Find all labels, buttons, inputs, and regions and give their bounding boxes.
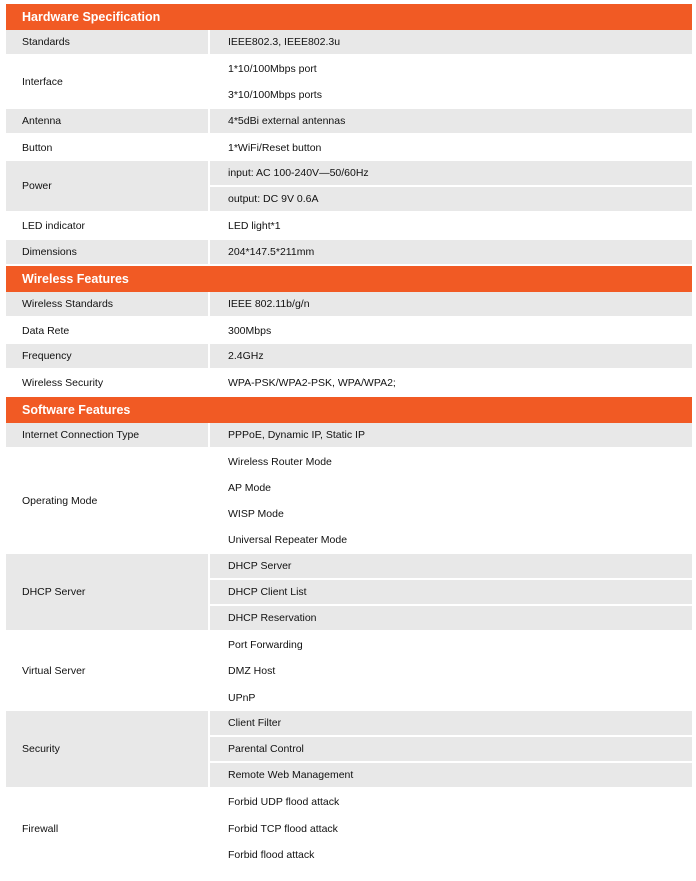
spec-row-interface [6,56,692,108]
spec-value: input: AC 100-240V—50/60Hz [210,161,692,185]
spec-label: Wireless Security [22,377,104,390]
spec-value: WPA-PSK/WPA2-PSK, WPA/WPA2; [228,377,396,390]
spec-value: 2.4GHz [210,344,692,368]
spec-value: Port Forwarding [228,639,303,652]
spec-value: IEEE802.3, IEEE802.3u [210,30,692,54]
spec-value: DHCP Reservation [210,606,692,630]
spec-value: Forbid UDP flood attack [228,796,340,809]
spec-label: Power [6,161,208,211]
spec-value: DMZ Host [228,665,276,678]
spec-value: 1*WiFi/Reset button [228,141,322,154]
spec-value: IEEE 802.11b/g/n [210,292,692,316]
spec-row-power [6,161,692,213]
spec-row-wireless-standards [6,292,692,318]
spec-value: output: DC 9V 0.6A [210,187,692,211]
spec-value: 3*10/100Mbps ports [228,89,322,102]
spec-value: 300Mbps [228,325,272,338]
spec-row-internet-connection-type [6,423,692,449]
spec-label: Security [6,711,208,788]
spec-value: 4*5dBi external antennas [210,109,692,133]
spec-label: Virtual Server [22,665,86,678]
spec-label: Interface [22,76,63,89]
spec-label: Standards [6,30,208,54]
spec-label: Wireless Standards [6,292,208,316]
spec-value: Parental Control [210,737,692,761]
spec-value: WISP Mode [228,508,284,521]
spec-row-operating-mode [6,449,692,554]
spec-row-frequency [6,344,692,370]
spec-label: Antenna [6,109,208,133]
spec-label: LED indicator [22,220,86,233]
spec-value: UPnP [228,691,256,704]
spec-row-dhcp-server [6,554,692,633]
spec-value: AP Mode [228,482,271,495]
spec-value: 204*147.5*211mm [210,240,692,264]
spec-label: Dimensions [6,240,208,264]
spec-row-security [6,711,692,790]
spec-label: Internet Connection Type [6,423,208,447]
spec-value: Forbid TCP flood attack [228,822,338,835]
section-header-hardware-specification: Hardware Specification [6,4,692,30]
spec-row-virtual-server [6,632,692,711]
spec-value: Remote Web Management [210,763,692,787]
spec-row-dimensions [6,240,692,266]
spec-label: DHCP Server [6,554,208,631]
spec-value: Forbid flood attack [228,848,315,861]
spec-label: Button [22,141,53,154]
spec-row-led-indicator [6,213,692,239]
spec-value: PPPoE, Dynamic IP, Static IP [210,423,692,447]
spec-label: Firewall [22,822,59,835]
spec-value: LED light*1 [228,220,281,233]
spec-value: DHCP Client List [210,580,692,604]
spec-label: Frequency [6,344,208,368]
spec-row-standards [6,30,692,56]
spec-row-firewall [6,789,692,868]
spec-value: Client Filter [210,711,692,735]
spec-row-button [6,135,692,161]
spec-value: Wireless Router Mode [228,455,332,468]
spec-row-data-rete [6,318,692,344]
spec-row-wireless-security [6,370,692,396]
spec-value: DHCP Server [210,554,692,578]
spec-row-antenna [6,109,692,135]
section-header-software-features: Software Features [6,397,692,423]
spec-value: Universal Repeater Mode [228,534,348,547]
spec-value: 1*10/100Mbps port [228,63,317,76]
spec-label: Operating Mode [22,495,98,508]
spec-label: Data Rete [22,325,70,338]
section-header-wireless-features: Wireless Features [6,266,692,292]
